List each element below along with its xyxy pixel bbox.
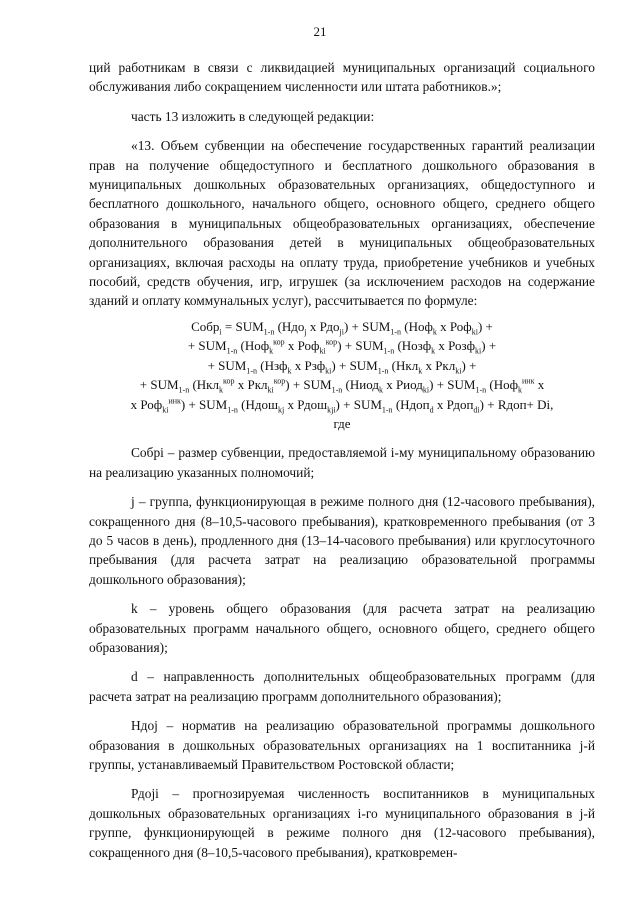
- paragraph-7: d – направленность дополнительных общеобразовательных программ (для расчета затрат на реализацию программ дополнительного образования);: [89, 669, 595, 704]
- paragraph-5: j – группа, функционирующая в режиме полного дня (12-часового пребывания), сокращенного дня (8–10,5-часового пребывания), кратковременного пребывания (от 3 до 5 часов в день), продленного дня (13–14-часового пребывания) или круглосуточного пребывания (для расчета затрат на реализацию образовательной программы дошкольного образования);: [89, 494, 595, 587]
- page-number: 21: [313, 24, 327, 39]
- formula-line-2: + $SUM_{1-n}$ (Ноф$_k^{кор}$ x $Роф_{ki}^{кор}) + SUM_{1-n}$ (Нозф$_k$ x Розф$_{ki}$) +: [187, 337, 497, 356]
- paragraph-9: Рдоji – прогнозируемая численность воспитанников в муниципальных дошкольных образовательных организациях i-го муниципального образования в j-й группе, функционирующей в режиме полного дня (12-часового пребывания), сокращенного дня (8–10,5-часового пребывания), кратковремен-: [89, 786, 595, 860]
- formula-where: где: [333, 415, 351, 431]
- document-body: [89, 58, 595, 872]
- paragraph-3: «13. Объем субвенции на обеспечение государственных гарантий реализации прав на получение общедоступного и бесплатного дошкольного образования в муниципальных дошкольных образовательных организациях, общедоступного и бесплатного дошкольного, начального общего, основного общего, среднего общего образования в муниципальных общеобразовательных организациях, обеспечение дополнительного образования детей в муниципальных общеобразовательных организациях, включая расходы на оплату труда, приобретение учебников и учебных пособий, средств обучения, игр, игрушек (за исключением расходов на содержание зданий и оплату коммунальных услуг), рассчитывается по формуле:: [89, 138, 595, 309]
- formula-line-5: x $Роф_{ki}^{инк}) + SUM_{1-n}$ (Ндош$_{kj}$ x Рдош$_{kji}$) + $SUM_{1-n}$ (Ндоп$_d$ x Рдоп$_{di}$) + Rдоп+ Di,: [130, 396, 554, 415]
- paragraph-8: Ндоj – норматив на реализацию образовательной программы дошкольного образования в дошкольных образовательных организациях на 1 воспитанника j-й группы, устанавливаемый Правительством Ростовской области;: [89, 718, 595, 772]
- paragraph-2: часть 13 изложить в следующей редакции:: [131, 108, 375, 124]
- paragraph-1: ций работникам в связи с ликвидацией муниципальных организаций социального обслуживания либо сокращением численности или штата работников.»;: [89, 60, 595, 95]
- formula-line-3: + $SUM_{1-n}$ (Нзф$_k$ x $Рзф_{ki}) + SUM_{1-n}$ (Нкл$_k$ x Ркл$_{ki}$) +: [207, 357, 477, 376]
- formula-line-4: + $SUM_{1-n}$ (Нкл$_k^{кор}$ x $Ркл_{ki}^{кор}) + SUM_{1-n}$ (Ниод$_k$ x Риод$_{ki}$) + $SUM_{1-n}$ (Ноф$_k^{инк}$ x: [139, 376, 545, 395]
- formula-line-1: Собр$_i$ = $SUM_{1-n}$ (Ндо$_j$ x $Рдо_{ji}) + SUM_{1-n}$ (Ноф$_k$ x Роф$_{ki}$) +: [191, 318, 493, 337]
- paragraph-6: k – уровень общего образования (для расчета затрат на реализацию образовательных программ начального общего, основного общего, среднего общего образования);: [89, 601, 595, 655]
- paragraph-4: Собрi – размер субвенции, предоставляемой i-му муниципальному образованию на реализацию указанных полномочий;: [89, 445, 595, 480]
- subvention-formula: [89, 317, 595, 433]
